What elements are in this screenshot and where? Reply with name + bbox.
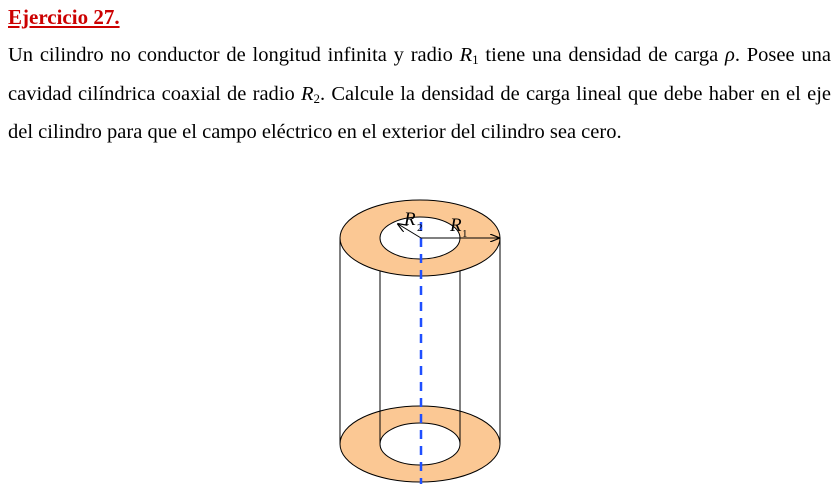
problem-text-part-4: . Calcule la densidad de carga lineal que debe haber en el eje del cilindro para que el campo eléctrico en el exterior del cilindro sea cero. [8,82,831,143]
symbol-r1-subscript: 1 [472,52,479,67]
symbol-r2-subscript: 2 [313,90,321,106]
problem-text-part-2: tiene una densidad de carga [478,44,726,66]
exercise-title: Ejercicio 27. [8,5,120,29]
label-r1-subscript: 1 [462,228,468,240]
symbol-r1: R [459,44,473,66]
hollow-cylinder-diagram [330,192,510,492]
hollow-cylinder-figure [330,192,510,492]
label-r2-subscript: 2 [417,222,423,234]
label-r2: R [404,209,416,230]
problem-text-part-1: Un cilindro no conductor de longitud infinita y radio [8,44,460,66]
symbol-rho: ρ [725,44,735,66]
problem-statement [8,36,831,152]
problem-text-part-3: . Posee una cavidad cilíndrica coaxial de radio [8,44,831,105]
label-r1: R [450,215,462,236]
symbol-r2: R [300,82,314,105]
